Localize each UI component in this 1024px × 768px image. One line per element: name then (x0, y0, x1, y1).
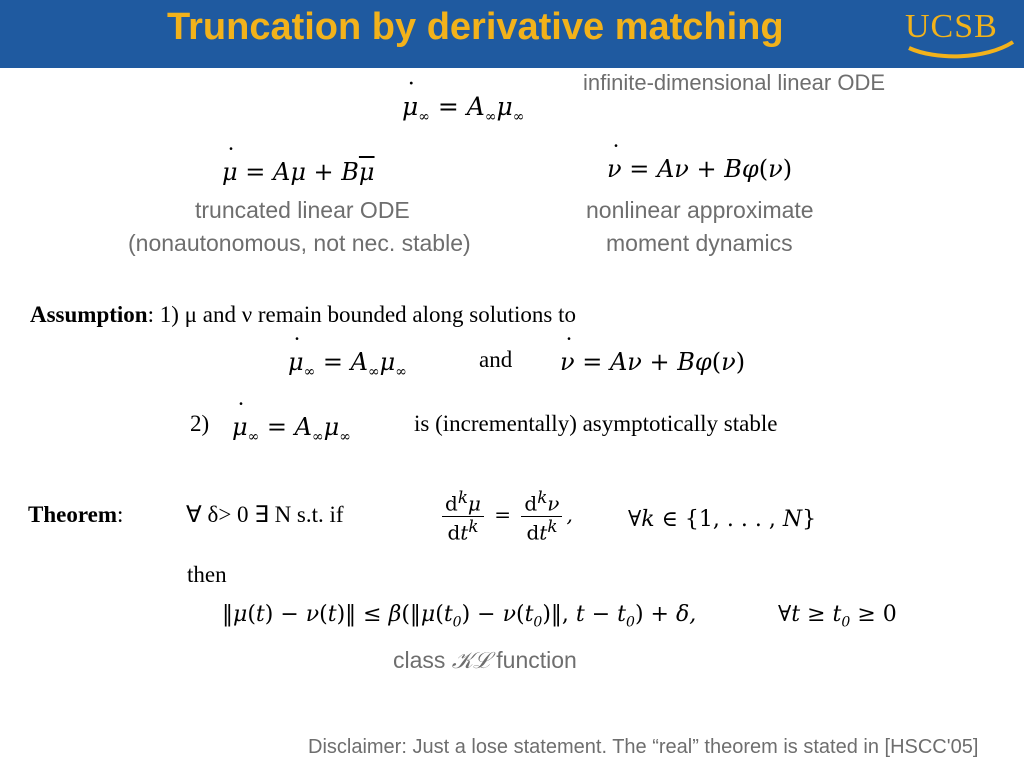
class-kl-prefix: class (393, 647, 446, 673)
eq-assumption-a: ˙ $\mu_\infty = A_\infty\mu_\infty$ (288, 348, 407, 380)
class-kl-suffix: function (496, 647, 577, 673)
theorem-heading: Theorem (28, 502, 118, 527)
logo-text: UCSB (905, 8, 998, 45)
eq-derivative-match: $\frac{d^k\mu}{dt^k}$ = $\frac{d^k\nu}{dt^k}$ , (438, 488, 573, 544)
theorem-condition: ∀ δ> 0 ∃ N s.t. if (186, 502, 344, 527)
label-nonlinear-1: nonlinear approximate (586, 197, 814, 223)
label-truncated-2: (nonautonomous, not nec. stable) (128, 230, 471, 256)
eq-forall-k: ∀k ∈ {1, . . . , N} (628, 507, 817, 532)
label-nonlinear-2: moment dynamics (606, 230, 793, 256)
theorem-colon: : (117, 502, 124, 527)
eq-assumption-2: ˙ $\mu_\infty = A_\infty\mu_\infty$ (232, 413, 351, 445)
ucsb-logo (905, 8, 1017, 60)
header-bar (0, 0, 1024, 68)
assumption-heading: Assumption (30, 302, 148, 327)
assumption-item2-number: 2) (190, 411, 210, 436)
slide-title: Truncation by derivative matching (167, 6, 784, 48)
disclaimer: Disclaimer: Just a lose statement. The “real” theorem is stated in [HSCC'05] (308, 736, 979, 758)
class-kl-symbol: 𝒦ℒ (451, 648, 490, 674)
label-truncated-1: truncated linear ODE (195, 197, 410, 223)
theorem-heading-line (28, 502, 123, 528)
label-infinite-ode: infinite-dimensional linear ODE (583, 70, 886, 95)
theorem-then: then (187, 562, 227, 587)
eq-kl-bound: ‖μ(t) − ν(t)‖ ≤ $\beta(‖\mu(t_0)$ − $\nu(t_0)‖$, $t - t_0) + \delta$, (222, 602, 697, 631)
eq-truncated: ˙ $\mu = A\mu + B\overline{\mu}$ (222, 158, 375, 186)
label-class-kl (393, 647, 577, 674)
eq-forall-t: ∀t ≥ $t_0 \ge 0$ (778, 602, 897, 631)
assumption-item2-text: is (incrementally) asymptotically stable (414, 411, 778, 436)
eq-assumption-b: ˙ ν = Aν + Bφ(ν) (560, 348, 745, 376)
eq-nonlinear: ˙ ν = Aν + Bφ(ν) (607, 155, 792, 183)
assumption-and: and (479, 347, 513, 372)
eq-infinite-ode: ˙ $\mu_\infty = A_\infty\mu_\infty$ (402, 92, 524, 125)
assumption-line (30, 302, 576, 328)
assumption-text: : 1) μ and ν remain bounded along solutions to (147, 302, 576, 327)
